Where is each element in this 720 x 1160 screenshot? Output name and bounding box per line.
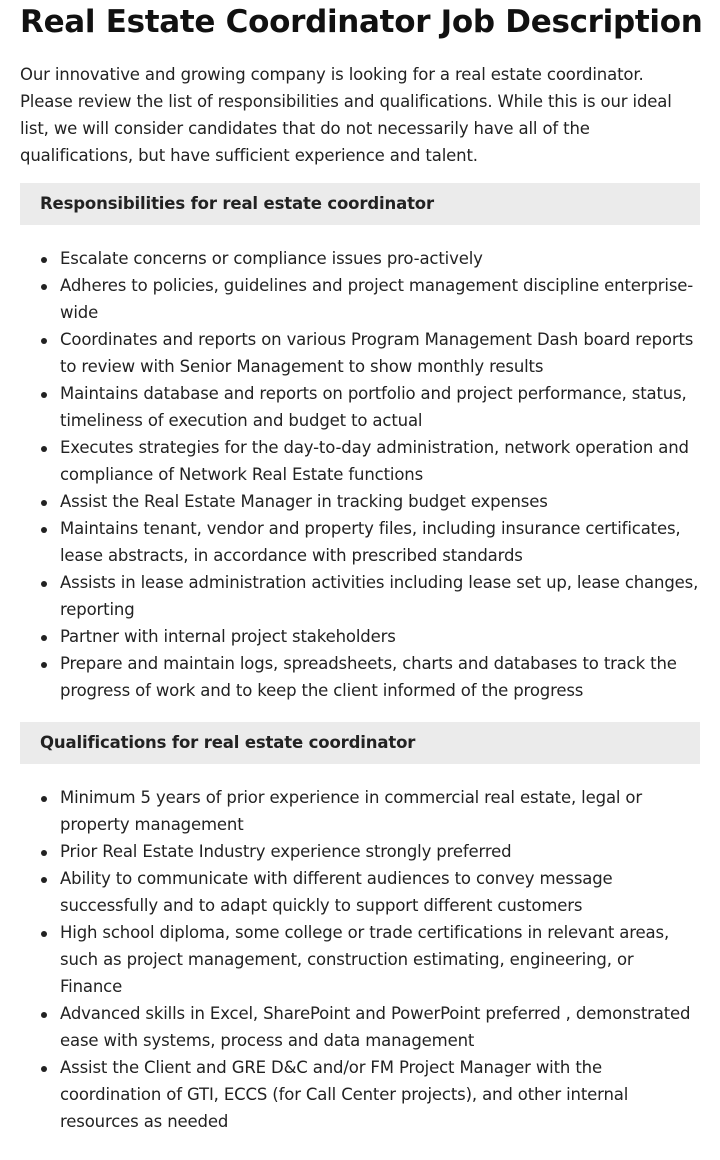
bullet-dot [41, 392, 47, 398]
list-item-text: Minimum 5 years of prior experience in commercial real estate, legal or property management [60, 788, 643, 834]
list-item-text: Prior Real Estate Industry experience strongly preferred [60, 842, 512, 861]
list-item-text: Partner with internal project stakeholders [60, 627, 396, 646]
bullet-dot [41, 931, 47, 937]
bullet-dot [41, 1066, 47, 1072]
list-item-text: Executes strategies for the day-to-day administration, network operation and compliance of Network Real Estate functions [60, 438, 689, 484]
list-item [20, 380, 700, 434]
list-item [20, 569, 700, 623]
list-item [20, 623, 700, 650]
list-item [20, 245, 700, 272]
list-item-text: Advanced skills in Excel, SharePoint and PowerPoint preferred , demonstrated ease with systems, process and data management [60, 1004, 691, 1050]
responsibilities-heading: Responsibilities for real estate coordinator [20, 183, 700, 225]
list-item-text: Assists in lease administration activities including lease set up, lease changes, reporting [60, 573, 699, 619]
list-item-text: Assist the Real Estate Manager in tracking budget expenses [60, 492, 548, 511]
bullet-dot [41, 662, 47, 668]
list-item [20, 838, 700, 865]
bullet-dot [41, 446, 47, 452]
list-item-text: Ability to communicate with different audiences to convey message successfully and to adapt quickly to support different customers [60, 869, 613, 915]
intro-paragraph: Our innovative and growing company is looking for a real estate coordinator. Please review the list of responsibilities and qualifications. While this is our ideal list, we will consider candidates that do not necessarily have all of the qualifications, but have sufficient experience and talent. [20, 65, 672, 165]
bullet-dot [41, 850, 47, 856]
bullet-dot [41, 527, 47, 533]
list-item [20, 650, 700, 704]
bullet-dot [41, 1012, 47, 1018]
list-item [20, 865, 700, 919]
bullet-dot [41, 877, 47, 883]
list-item-text: Prepare and maintain logs, spreadsheets, charts and databases to track the progress of work and to keep the client informed of the progress [60, 654, 677, 700]
list-item-text: Maintains tenant, vendor and property files, including insurance certificates, lease abstracts, in accordance with prescribed standards [60, 519, 681, 565]
list-item [20, 434, 700, 488]
list-item [20, 784, 700, 838]
list-item-text: Adheres to policies, guidelines and project management discipline enterprise-wide [60, 276, 694, 322]
qualifications-list [20, 784, 700, 1135]
list-item [20, 488, 700, 515]
bullet-dot [41, 284, 47, 290]
bullet-dot [41, 581, 47, 587]
list-item-text: Assist the Client and GRE D&C and/or FM Project Manager with the coordination of GTI, ECCS (for Call Center projects), and other internal resources as needed [60, 1058, 629, 1131]
bullet-dot [41, 635, 47, 641]
list-item [20, 326, 700, 380]
bullet-dot [41, 338, 47, 344]
list-item [20, 1000, 700, 1054]
bullet-dot [41, 257, 47, 263]
list-item [20, 919, 700, 1000]
qualifications-heading: Qualifications for real estate coordinator [20, 722, 700, 764]
bullet-dot [41, 500, 47, 506]
list-item [20, 272, 700, 326]
bullet-dot [41, 796, 47, 802]
list-item-text: Escalate concerns or compliance issues pro-actively [60, 249, 483, 268]
list-item-text: Coordinates and reports on various Program Management Dash board reports to review with Senior Management to show monthly results [60, 330, 694, 376]
list-item-text: Maintains database and reports on portfolio and project performance, status, timeliness of execution and budget to actual [60, 384, 687, 430]
page-title: Real Estate Coordinator Job Description [20, 4, 703, 40]
list-item [20, 515, 700, 569]
list-item-text: High school diploma, some college or trade certifications in relevant areas, such as project management, construction estimating, engineering, or Finance [60, 923, 670, 996]
list-item [20, 1054, 700, 1135]
responsibilities-list [20, 245, 700, 704]
